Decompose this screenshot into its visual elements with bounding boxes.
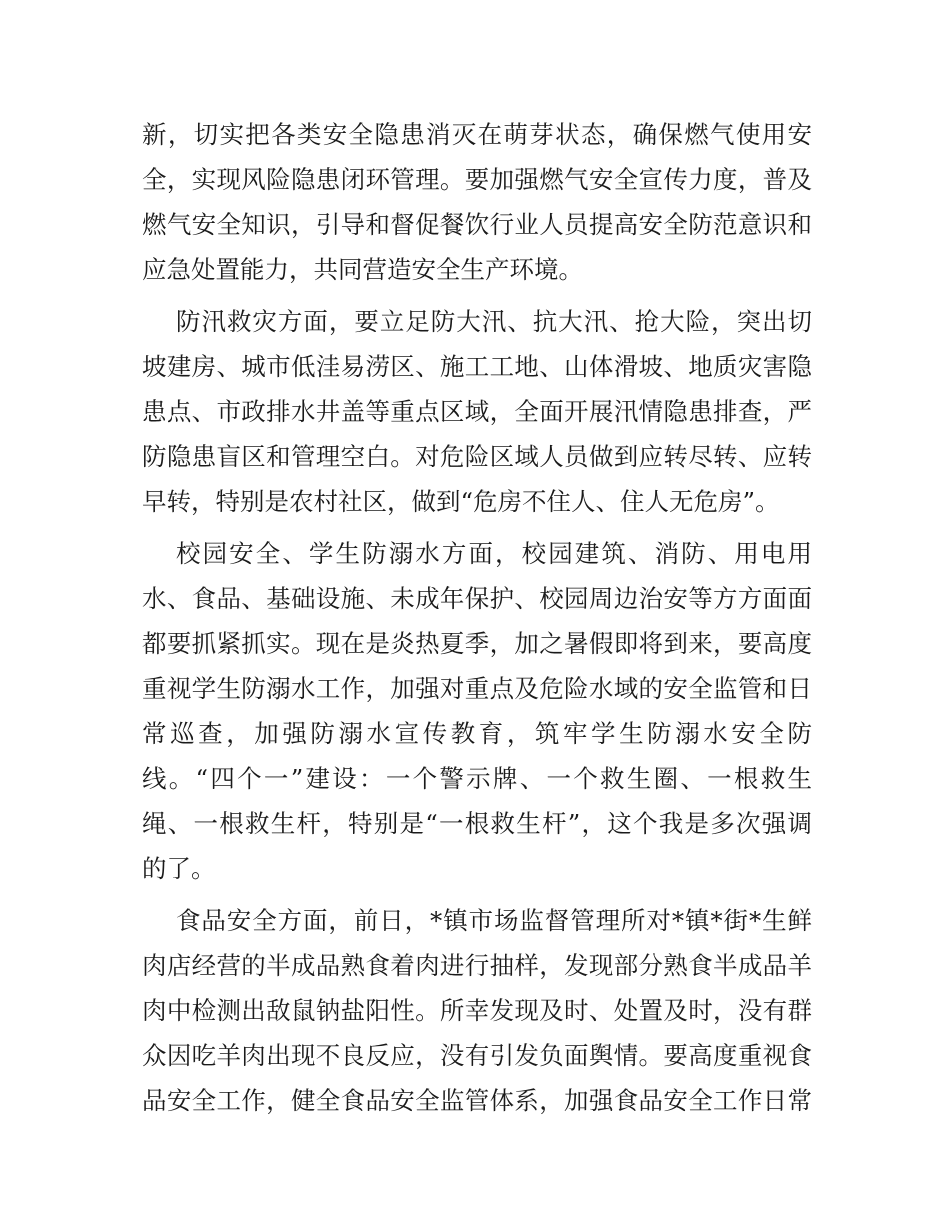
text-line: 重视学生防溺水工作，加强对重点及危险水域的安全监管和日 [142, 674, 812, 703]
text-line: 防隐患盲区和管理空白。对危险区域人员做到应转尽转、应转 [142, 442, 812, 471]
text-line: 新，切实把各类安全隐患消灭在萌芽状态，确保燃气使用安 [142, 120, 812, 149]
text-line: 水、食品、基础设施、未成年保护、校园周边治安等方方面面 [142, 584, 812, 613]
text-line: 肉店经营的半成品熟食着肉进行抽样，发现部分熟食半成品羊 [142, 951, 812, 980]
text-line: 应急处置能力，共同营造安全生产环境。 [142, 255, 583, 284]
text-line: 线。“四个一”建设：一个警示牌、一个救生圈、一根救生 [142, 764, 812, 793]
text-line: 校园安全、学生防溺水方面，校园建筑、消防、用电用 [176, 539, 812, 568]
text-line: 食品安全方面，前日，*镇市场监督管理所对*镇*街*生鲜 [176, 906, 812, 935]
text-line: 常巡查，加强防溺水宣传教育，筑牢学生防溺水安全防 [142, 719, 812, 748]
text-line: 全，实现风险隐患闭环管理。要加强燃气安全宣传力度，普及 [142, 165, 812, 194]
document-body [142, 112, 812, 1123]
paragraph-gas-safety [142, 112, 812, 292]
text-line: 众因吃羊肉出现不良反应，没有引发负面舆情。要高度重视食 [142, 1041, 812, 1070]
text-line: 绳、一根救生杆，特别是“一根救生杆”，这个我是多次强调 [142, 809, 812, 838]
paragraph-food-safety [142, 898, 812, 1123]
text-line: 防汛救灾方面，要立足防大汛、抗大汛、抢大险，突出切 [176, 307, 812, 336]
paragraph-flood-prevention [142, 299, 812, 524]
text-line: 都要抓紧抓实。现在是炎热夏季，加之暑假即将到来，要高度 [142, 629, 812, 658]
text-line: 患点、市政排水井盖等重点区域，全面开展汛情隐患排查，严 [142, 397, 812, 426]
paragraph-campus-safety [142, 531, 812, 891]
text-line: 燃气安全知识，引导和督促餐饮行业人员提高安全防范意识和 [142, 210, 812, 239]
text-line: 肉中检测出敌鼠钠盐阳性。所幸发现及时、处置及时，没有群 [142, 996, 812, 1025]
text-line: 坡建房、城市低洼易涝区、施工工地、山体滑坡、地质灾害隐 [142, 352, 812, 381]
text-line: 早转，特别是农村社区，做到“危房不住人、住人无危房”。 [142, 487, 780, 516]
text-line: 的了。 [142, 854, 216, 883]
text-line: 品安全工作，健全食品安全监管体系，加强食品安全工作日常 [142, 1086, 812, 1115]
